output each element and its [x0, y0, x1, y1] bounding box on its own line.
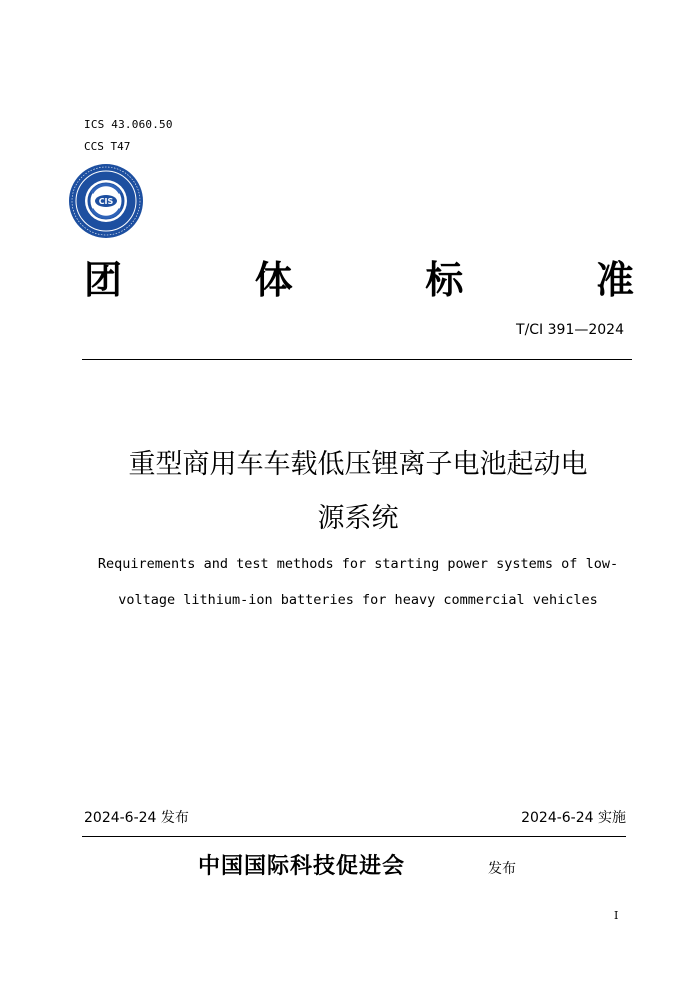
english-title: [60, 546, 656, 618]
ccs-code: CCS T47: [84, 140, 131, 153]
chinese-title: [60, 438, 656, 546]
ics-code: ICS 43.060.50: [84, 118, 173, 131]
standard-number: T/CI 391—2024: [516, 322, 624, 338]
issuer-name: 中国国际科技促进会: [198, 854, 406, 879]
page-number: I: [614, 909, 619, 922]
chinese-title-line-2: 源系统: [317, 503, 399, 534]
chinese-title-line-1: 重型商用车车载低压锂离子电池起动电: [128, 449, 588, 480]
top-divider: [82, 359, 632, 360]
implementation-date: 2024-6-24 实施: [521, 810, 626, 826]
english-title-line-1: Requirements and test methods for starting power systems of low-: [97, 556, 619, 572]
organization-seal-icon: [68, 163, 144, 239]
bottom-divider: [82, 836, 626, 837]
heading-char: 体: [254, 258, 293, 302]
heading-char: 标: [425, 258, 464, 302]
svg-text:CIS: CIS: [98, 197, 114, 206]
english-title-line-2: voltage lithium-ion batteries for heavy commercial vehicles: [118, 592, 598, 608]
issuer-suffix: 发布: [488, 861, 516, 877]
document-type-heading: [84, 255, 634, 305]
heading-char: 准: [595, 258, 634, 302]
publish-date: 2024-6-24 发布: [84, 810, 189, 826]
heading-char: 团: [84, 258, 123, 302]
